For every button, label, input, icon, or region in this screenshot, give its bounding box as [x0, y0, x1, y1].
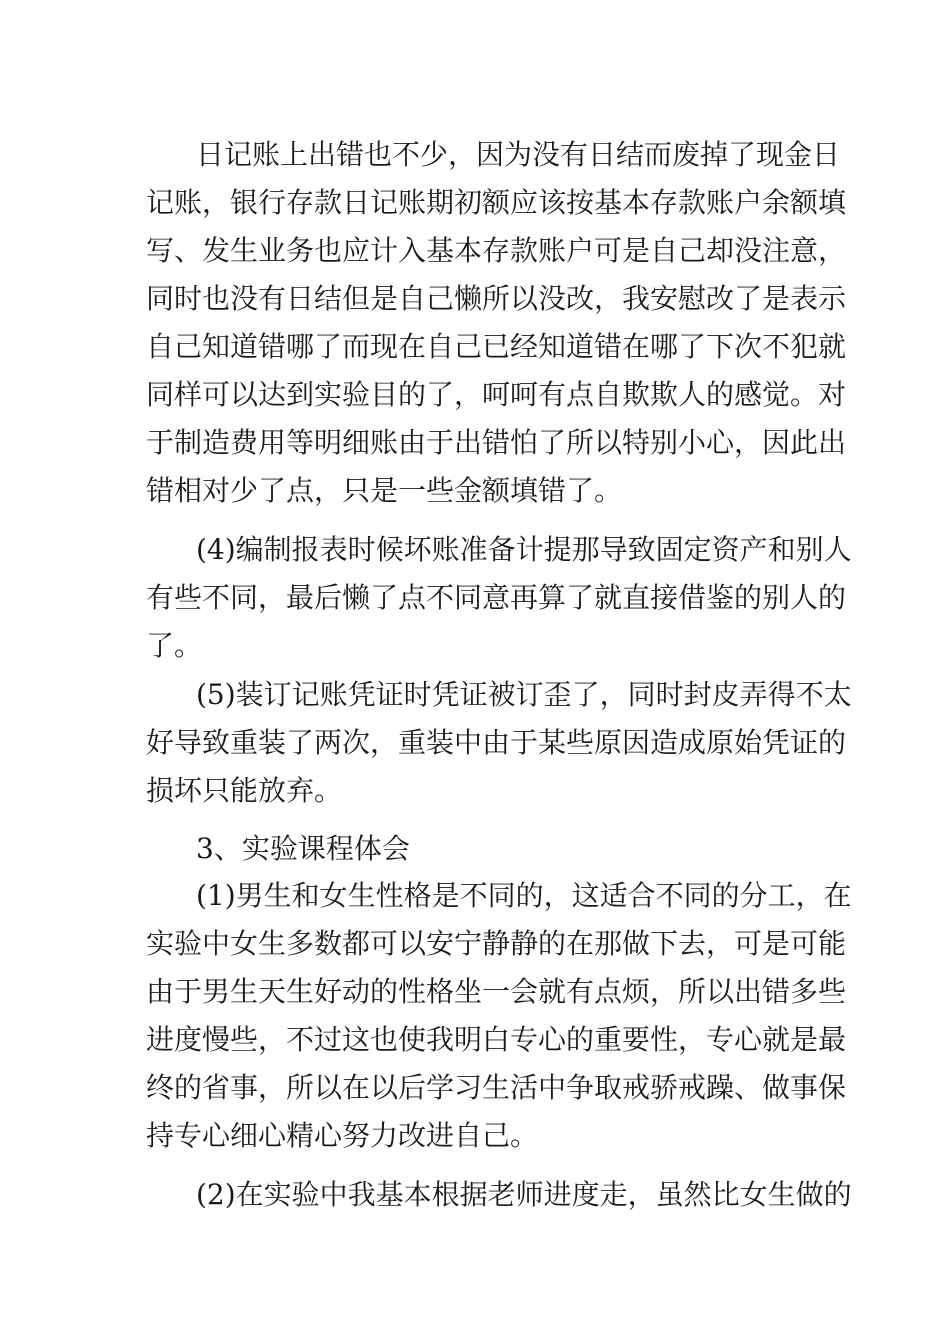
paragraph-line: 日记账上出错也不少，因为没有日结而废掉了现金日 [196, 138, 841, 171]
paragraph-line: 由于男生天生好动的性格坐一会就有点烦，所以出错多些 [146, 975, 847, 1008]
paragraph-line: 记账，银行存款日记账期初额应该按基本存款账户余额填 [146, 186, 847, 219]
paragraph-line: 损坏只能放弃。 [146, 774, 343, 807]
paragraph-line: 写、发生业务也应计入基本存款账户可是自己却没注意， [146, 234, 847, 267]
paragraph-line: 了。 [146, 629, 203, 662]
paragraph-line: 好导致重装了两次，重装中由于某些原因造成原始凭证的 [146, 726, 847, 759]
paragraph-line: 实验中女生多数都可以安宁静静的在那做下去，可是可能 [146, 927, 847, 960]
paragraph-line: (2)在实验中我基本根据老师进度走，虽然比女生做的 [196, 1178, 852, 1211]
paragraph-line: 持专心细心精心努力改进自己。 [146, 1119, 539, 1152]
paragraph-line: 自己知道错哪了而现在自己已经知道错在哪了下次不犯就 [146, 330, 847, 363]
paragraph-line: (5)装订记账凭证时凭证被订歪了，同时封皮弄得不太 [196, 678, 852, 711]
paragraph-line: 同时也没有日结但是自己懒所以没改，我安慰改了是表示 [146, 282, 847, 315]
paragraph-line: 进度慢些，不过这也使我明白专心的重要性，专心就是最 [146, 1023, 847, 1056]
paragraph-line: 同样可以达到实验目的了，呵呵有点自欺欺人的感觉。对 [146, 378, 847, 411]
paragraph-line: 有些不同，最后懒了点不同意再算了就直接借鉴的别人的 [146, 581, 847, 614]
paragraph-line: (1)男生和女生性格是不同的，这适合不同的分工，在 [196, 879, 852, 912]
paragraph-line: (4)编制报表时候坏账准备计提那导致固定资产和别人 [196, 533, 852, 566]
section-heading: 3、实验课程体会 [196, 832, 410, 865]
paragraph-line: 于制造费用等明细账由于出错怕了所以特别小心，因此出 [146, 426, 847, 459]
paragraph-line: 错相对少了点，只是一些金额填错了。 [146, 474, 623, 507]
paragraph-line: 终的省事，所以在以后学习生活中争取戒骄戒躁、做事保 [146, 1071, 847, 1104]
